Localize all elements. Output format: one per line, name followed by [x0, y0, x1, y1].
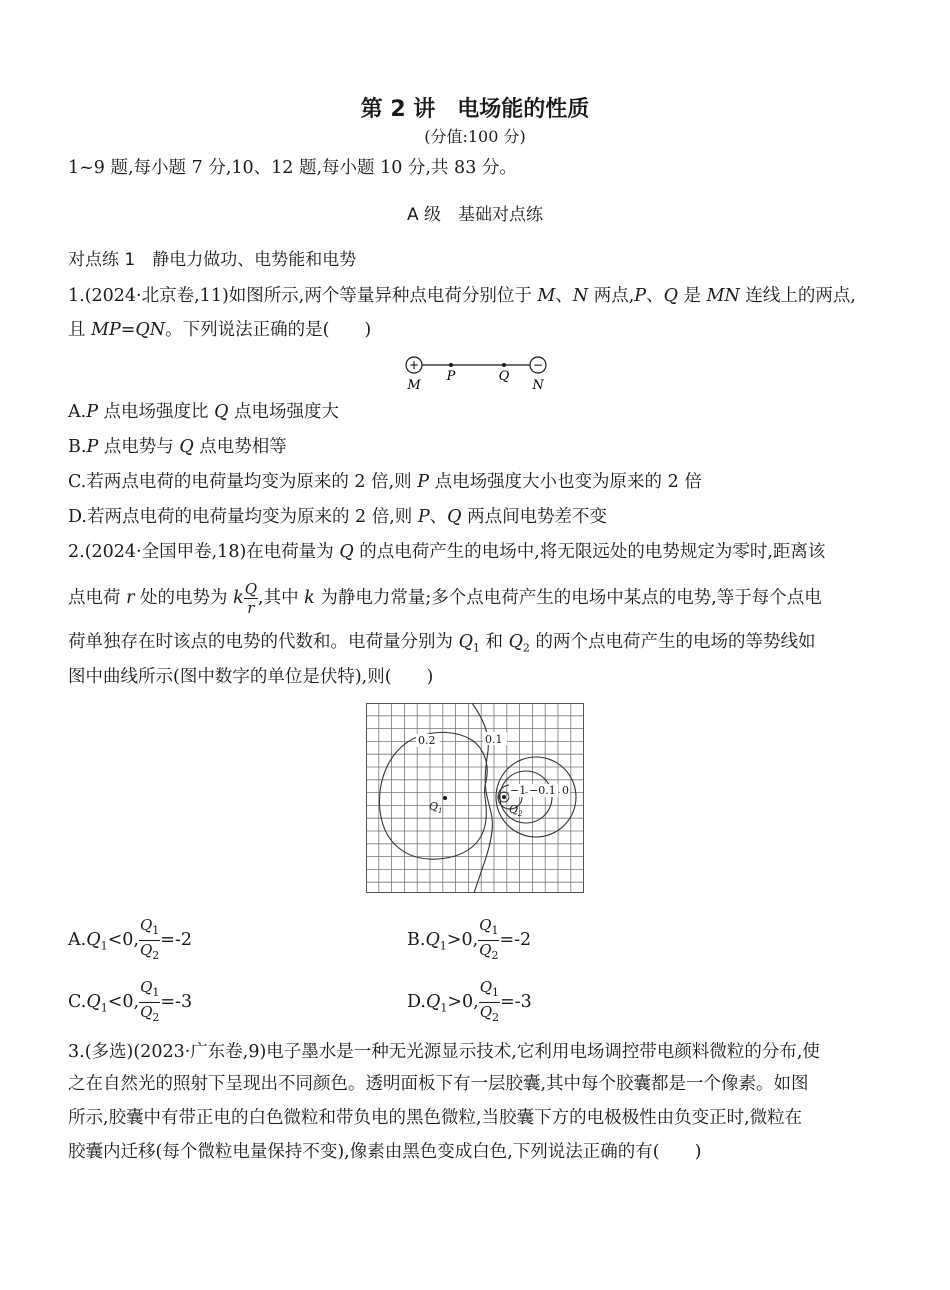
- q1-stem-line1: 1.(2024·北京卷,11)如图所示,两个等量异种点电荷分别位于 M、N 两点,P、Q 是 MN 连线上的两点,: [68, 286, 856, 306]
- minus-sign: −: [532, 358, 544, 372]
- contour-0-1: [472, 703, 492, 893]
- q1-option-b[interactable]: B.P 点电势与 Q 点电势相等: [68, 437, 287, 457]
- q2-stem-line2: 点电荷 r 处的电势为 k $\frac{Q}{r}$ ,其中 k 为静电力常量;多个点电荷产生的电场中某点的电势,等于每个点电: [68, 580, 822, 617]
- q3-stem-line1: 3.(多选)(2023·广东卷,9)电子墨水是一种无光源显示技术,它利用电场调控带电颜料微粒的分布,使: [68, 1042, 820, 1062]
- q1-stem-line2: 且 MP=QN。下列说法正确的是( ): [68, 320, 372, 340]
- score-note: 1~9 题,每小题 7 分,10、12 题,每小题 10 分,共 83 分。: [68, 158, 517, 178]
- contour-0-2: [379, 732, 487, 859]
- grid: [366, 703, 584, 893]
- level-heading: A 级 基础对点练: [406, 205, 544, 225]
- point-p-dot: [449, 363, 453, 367]
- label-p: P: [446, 369, 456, 384]
- q2-option-d[interactable]: $D.Q_1>0$, $\frac{Q_1}{Q_2}$ =-3: [407, 978, 532, 1024]
- label-m: M: [407, 378, 421, 393]
- q2-stem-line1: 2.(2024·全国甲卷,18)在电荷量为 Q 的点电荷产生的电场中,将无限远处的电势规定为零时,距离该: [68, 542, 826, 562]
- q3-stem-line4: 胶囊内迁移(每个微粒电量保持不变),像素由黑色变成白色,下列说法正确的有( ): [68, 1142, 702, 1162]
- q2-option-c[interactable]: $C.Q_1<0$, $\frac{Q_1}{Q_2}$ =-3: [68, 978, 193, 1024]
- label-minus-1: −1: [510, 784, 527, 797]
- q2-stem-line3: 荷单独存在时该点的电势的代数和。电荷量分别为 $Q_1$ 和 $Q_2$ 的两个点电荷产生的电场的等势线如: [68, 632, 816, 655]
- label-0-1: 0.1: [485, 733, 503, 746]
- page-title: 第 2 讲 电场能的性质: [360, 97, 590, 122]
- label-q: Q: [498, 369, 510, 384]
- label-0-2: 0.2: [418, 734, 436, 747]
- potential-fraction: $\frac{Q}{r}$: [244, 580, 258, 617]
- label-zero: 0: [562, 784, 569, 797]
- q2-stem-line4: 图中曲线所示(图中数字的单位是伏特),则( ): [68, 667, 434, 687]
- q1-option-d[interactable]: D.若两点电荷的电荷量均变为原来的 2 倍,则 P、Q 两点间电势差不变: [68, 507, 608, 527]
- q1-charge-dot: [443, 796, 447, 800]
- q1-charge-figure: [398, 350, 558, 394]
- q1-option-c[interactable]: C.若两点电荷的电荷量均变为原来的 2 倍,则 P 点电场强度大小也变为原来的 2 倍: [68, 472, 702, 492]
- q2-equipotential-figure: [366, 703, 584, 893]
- subsection-heading: 对点练 1 静电力做功、电势能和电势: [68, 250, 357, 270]
- q3-stem-line3: 所示,胶囊中有带正电的白色微粒和带负电的黑色微粒,当胶囊下方的电极极性由负变正时,微粒在: [68, 1108, 803, 1128]
- label-q2: $Q_2$: [509, 803, 523, 818]
- q3-stem-line2: 之在自然光的照射下呈现出不同颜色。透明面板下有一层胶囊,其中每个胶囊都是一个像素。如图: [68, 1074, 809, 1094]
- label-minus-0-1: −0.1: [529, 784, 556, 797]
- point-q-dot: [502, 363, 506, 367]
- label-n: N: [532, 378, 544, 393]
- q2-option-b[interactable]: $B.Q_1>0$, $\frac{Q_1}{Q_2}$ =-2: [407, 916, 532, 962]
- score-info: (分值:100 分): [424, 127, 526, 146]
- label-q1: $Q_1$: [429, 800, 443, 815]
- q1-option-a[interactable]: A.P 点电场强度比 Q 点电场强度大: [68, 402, 340, 422]
- q2-option-a[interactable]: $A.Q_1<0$, $\frac{Q_1}{Q_2}$ =-2: [68, 916, 192, 962]
- q2-charge-dot: [502, 795, 506, 799]
- plus-sign: +: [408, 358, 420, 372]
